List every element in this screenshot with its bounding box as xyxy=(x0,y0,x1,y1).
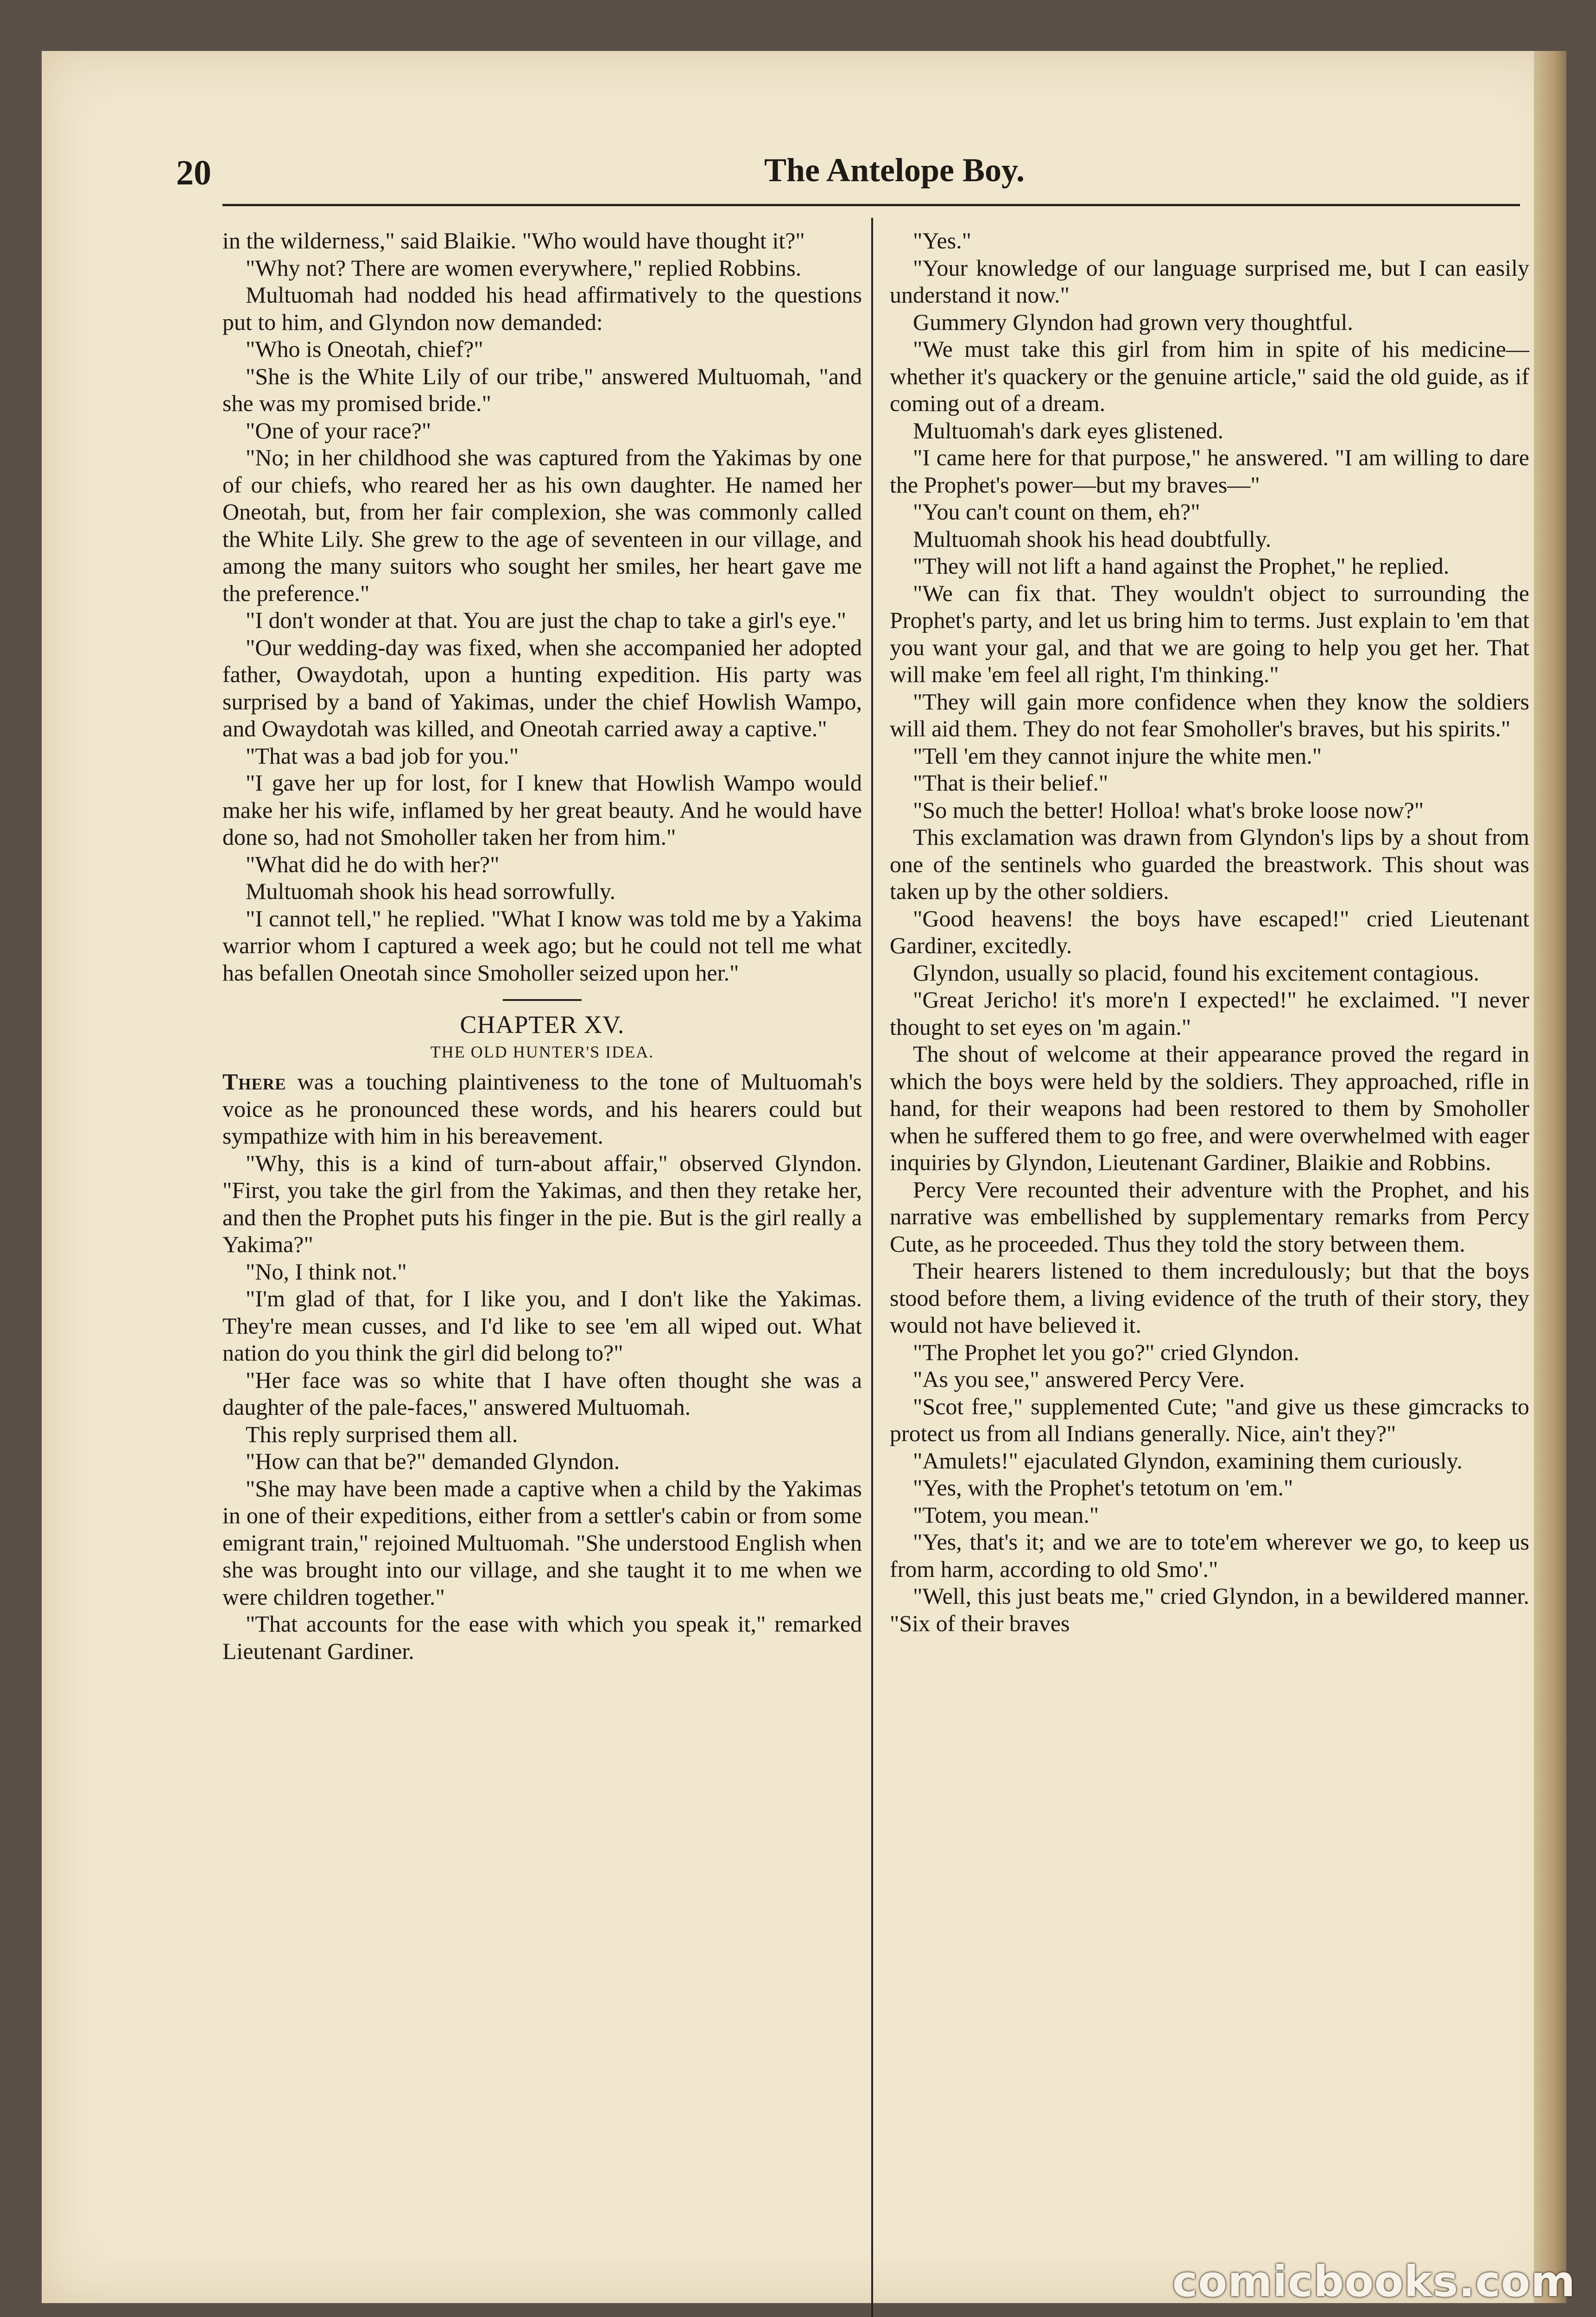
paragraph: This exclamation was drawn from Glyndon's lips by a shout from one of the sentinels who guarded the breastwork. This shout was taken up by the other soldiers. xyxy=(890,824,1529,904)
paragraph: Multuomah shook his head doubtfully. xyxy=(913,525,1272,552)
paragraph: Glyndon, usually so placid, found his excitement contagious. xyxy=(913,959,1480,986)
right-paragraphs xyxy=(890,227,1529,1637)
paragraph: "Well, this just beats me," cried Glyndon, in a bewildered manner. "Six of their braves xyxy=(890,1583,1529,1636)
paragraph: "I cannot tell," he replied. "What I know was told me by a Yakima warrior whom I captured a week ago; but he could not tell me what has befallen Oneotah since Smoholler seized upon her." xyxy=(222,905,862,986)
paragraph: Multuomah shook his head sorrowfully. xyxy=(246,878,616,904)
paragraph: "No, I think not." xyxy=(246,1258,407,1285)
paragraph: "Yes, that's it; and we are to tote'em wherever we go, to keep us from harm, according to old Smo'." xyxy=(890,1529,1529,1582)
paragraph: "What did he do with her?" xyxy=(246,851,500,877)
paragraph: "Your knowledge of our language surprised me, but I can easily understand it now." xyxy=(890,254,1529,308)
paragraph: "I gave her up for lost, for I knew that Howlish Wampo would make her his wife, inflamed by her great beauty. And he would have done so, had not Smoholler taken her from him." xyxy=(222,770,862,850)
watermark-text: comicbooks.com xyxy=(1172,2257,1576,2306)
paragraph: "Totem, you mean." xyxy=(913,1501,1099,1528)
left-top-paragraphs xyxy=(222,227,862,986)
paragraph: Percy Vere recounted their adventure with the Prophet, and his narrative was embellished by supplementary remarks from Percy Cute, as he proceeded. Thus they told the story between them. xyxy=(890,1176,1529,1257)
paragraph: "As you see," answered Percy Vere. xyxy=(913,1366,1245,1392)
paragraph: This reply surprised them all. xyxy=(246,1421,518,1447)
column-divider xyxy=(871,218,873,2317)
paragraph: Multuomah's dark eyes glistened. xyxy=(913,417,1223,443)
paragraph: "Who is Oneotah, chief?" xyxy=(246,336,483,362)
paragraph: "She is the White Lily of our tribe," answered Multuomah, "and she was my promised bride." xyxy=(222,363,862,416)
paragraph: "One of your race?" xyxy=(246,417,431,443)
paragraph: "Our wedding-day was fixed, when she accompanied her adopted father, Owaydotah, upon a hunting expedition. His party was surprised by a band of Yakimas, under the chief Howlish Wampo, and Owaydotah was killed, and Oneotah carried away a captive." xyxy=(222,634,862,741)
right-column xyxy=(890,227,1529,1637)
chapter-subtitle: THE OLD HUNTER'S IDEA. xyxy=(430,1042,654,1061)
left-bottom-paragraphs xyxy=(222,1150,862,1665)
paragraph: Their hearers listened to them incredulously; but that the boys stood before them, a living evidence of the truth of their story, they would not have believed it. xyxy=(890,1258,1529,1338)
page-number: 20 xyxy=(176,153,211,192)
running-title: The Antelope Boy. xyxy=(764,152,1025,189)
paragraph: "That is their belief." xyxy=(913,770,1108,796)
paragraph: "How can that be?" demanded Glyndon. xyxy=(246,1448,620,1474)
paragraph: "We must take this girl from him in spite of his medicine—whether it's quackery or the genuine article," said the old guide, as if coming out of a dream. xyxy=(890,336,1529,416)
header-rule xyxy=(222,204,1520,206)
paragraph: Multuomah had nodded his head affirmatively to the questions put to him, and Glyndon now demanded: xyxy=(222,282,862,335)
chapter-first-rest: was a touching plaintiveness to the tone of Multuomah's voice as he pronounced these words, and his hearers could but sympathize with him in his bereavement. xyxy=(222,1069,862,1149)
paragraph: "Amulets!" ejaculated Glyndon, examining them curiously. xyxy=(913,1447,1463,1474)
paragraph: "They will gain more confidence when they know the soldiers will aid them. They do not fear Smoholler's braves, but his spirits." xyxy=(890,688,1529,741)
paragraph: "We can fix that. They wouldn't object to surrounding the Prophet's party, and let us bring him to terms. Just explain to 'em that you want your gal, and that we are going to help you get her. That will make 'em feel all right, I'm thinking." xyxy=(890,580,1529,687)
paragraph: "The Prophet let you go?" cried Glyndon. xyxy=(913,1339,1299,1365)
paragraph: "Tell 'em they cannot injure the white men." xyxy=(913,742,1322,769)
paragraph: "Good heavens! the boys have escaped!" cried Lieutenant Gardiner, excitedly. xyxy=(890,905,1529,958)
paragraph: "Why, this is a kind of turn-about affair," observed Glyndon. "First, you take the girl from the Yakimas, and then they retake her, and then the Prophet puts his finger in the pie. But is the girl really a Yakima?" xyxy=(222,1150,862,1257)
paragraph: "They will not lift a hand against the Prophet," he replied. xyxy=(913,553,1450,579)
paragraph: "Great Jericho! it's more'n I expected!" he exclaimed. "I never thought to set eyes on 'm again." xyxy=(890,987,1529,1040)
paragraph: in the wilderness," said Blaikie. "Who would have thought it?" xyxy=(222,228,805,253)
paragraph: "No; in her childhood she was captured from the Yakimas by one of our chiefs, who reared her as his own daughter. He named her Oneotah, but, from her fair complexion, she was commonly called the White Lily. She grew to the age of seventeen in our village, and among the many suitors who sought her smiles, her heart gave me the preference." xyxy=(222,444,862,606)
paragraph: "Yes, with the Prophet's tetotum on 'em." xyxy=(913,1475,1293,1500)
paragraph: "I'm glad of that, for I like you, and I don't like the Yakimas. They're mean cusses, and I'd like to see 'em all wiped out. What nation do you think the girl did belong to?" xyxy=(222,1285,862,1366)
paragraph: "That accounts for the ease with which you speak it," remarked Lieutenant Gardiner. xyxy=(222,1611,862,1664)
paragraph: "So much the better! Holloa! what's broke loose now?" xyxy=(913,797,1424,823)
binding-edge xyxy=(1534,51,1566,2303)
paragraph: "That was a bad job for you." xyxy=(246,742,519,769)
paragraph: "Her face was so white that I have often thought she was a daughter of the pale-faces," answered Multuomah. xyxy=(222,1367,862,1420)
section-separator xyxy=(503,999,582,1001)
paragraph: "Yes." xyxy=(913,228,972,253)
paragraph: "You can't count on them, eh?" xyxy=(913,499,1200,525)
paragraph: "I came here for that purpose," he answered. "I am willing to dare the Prophet's power—but my braves—" xyxy=(890,444,1529,498)
chapter-first-word: There xyxy=(222,1069,286,1095)
page-header xyxy=(176,139,1529,204)
paragraph: The shout of welcome at their appearance proved the regard in which the boys were held by the soldiers. They approached, rifle in hand, for their weapons had been restored to them by Smoholler when he suffered them to go free, and were overwhelmed with eager inquiries by Glyndon, Lieutenant Gardiner, Blaikie and Robbins. xyxy=(890,1041,1529,1175)
paragraph: "She may have been made a captive when a child by the Yakimas in one of their expeditions, either from a settler's cabin or from some emigrant train," rejoined Multuomah. "She understood English when she was brought into our village, and she taught it to me when we were children together." xyxy=(222,1475,862,1610)
paragraph: "I don't wonder at that. You are just the chap to take a girl's eye." xyxy=(246,607,847,633)
paragraph: "Scot free," supplemented Cute; "and give us these gimcracks to protect us from all Indians generally. Nice, ain't they?" xyxy=(890,1393,1529,1446)
paragraph: "Why not? There are women everywhere," replied Robbins. xyxy=(246,254,802,281)
chapter-title: CHAPTER XV. xyxy=(460,1011,625,1038)
left-column xyxy=(222,227,862,1665)
paragraph: Gummery Glyndon had grown very thoughtful. xyxy=(913,309,1353,335)
chapter-opening-paragraph xyxy=(222,1068,862,1150)
